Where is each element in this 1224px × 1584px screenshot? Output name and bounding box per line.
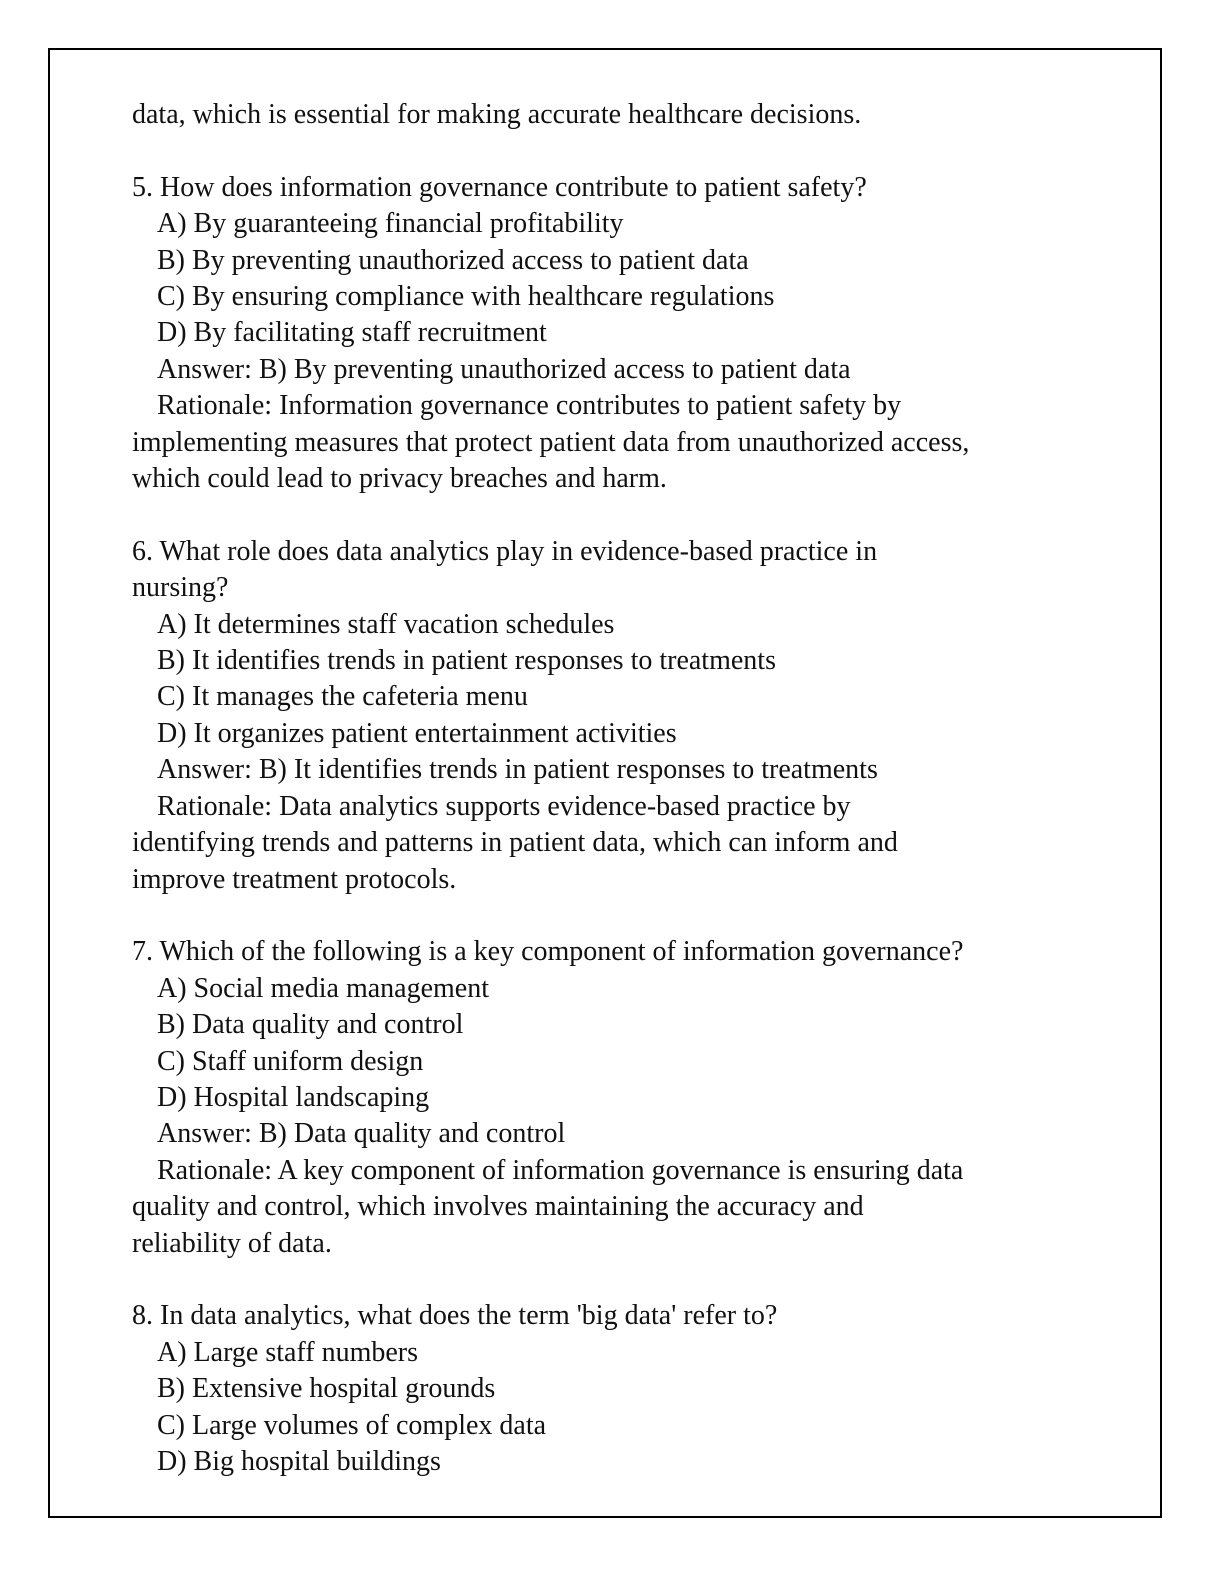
spacer — [132, 1262, 1092, 1298]
option-a: A) It determines staff vacation schedules — [157, 608, 615, 640]
rationale-line: Rationale: A key component of information governance is ensuring data — [157, 1154, 964, 1186]
option-c: C) By ensuring compliance with healthcare regulations — [157, 281, 775, 313]
option-d: D) Big hospital buildings — [157, 1445, 441, 1477]
option-a: A) By guaranteeing financial profitability — [157, 208, 624, 240]
question-block-8 — [132, 1298, 1092, 1480]
option-d: D) Hospital landscaping — [157, 1081, 430, 1113]
question-block-7 — [132, 934, 1092, 1262]
option-d: D) By facilitating staff recruitment — [157, 317, 547, 349]
answer-text: Answer: B) Data quality and control — [157, 1118, 566, 1150]
question-text: nursing? — [132, 572, 229, 604]
answer-text: Answer: B) By preventing unauthorized access to patient data — [157, 353, 851, 385]
question-text: 5. How does information governance contribute to patient safety? — [132, 171, 867, 203]
question-text: 6. What role does data analytics play in evidence-based practice in — [132, 535, 878, 567]
option-c: C) Staff uniform design — [157, 1045, 424, 1077]
option-a: A) Social media management — [157, 972, 489, 1004]
rationale-line: identifying trends and patterns in patient data, which can inform and — [132, 827, 898, 859]
answer-text: Answer: B) It identifies trends in patient responses to treatments — [157, 754, 878, 786]
question-block-5 — [132, 170, 1092, 498]
option-b: B) Extensive hospital grounds — [157, 1373, 496, 1405]
rationale-line: quality and control, which involves maintaining the accuracy and — [132, 1191, 864, 1223]
question-text: 7. Which of the following is a key component of information governance? — [132, 936, 964, 968]
rationale-line: implementing measures that protect patient data from unauthorized access, — [132, 426, 970, 458]
option-b: B) Data quality and control — [157, 1009, 464, 1041]
option-b: B) It identifies trends in patient responses to treatments — [157, 645, 776, 677]
option-c: C) Large volumes of complex data — [157, 1409, 547, 1441]
rationale-line: Rationale: Data analytics supports evidence-based practice by — [157, 790, 851, 822]
document-body — [132, 97, 1092, 1480]
spacer — [132, 898, 1092, 934]
rationale-line: reliability of data. — [132, 1227, 332, 1259]
rationale-line: which could lead to privacy breaches and harm. — [132, 463, 667, 495]
option-d: D) It organizes patient entertainment activities — [157, 717, 677, 749]
spacer — [132, 133, 1092, 169]
question-block-6 — [132, 534, 1092, 898]
option-c: C) It manages the cafeteria menu — [157, 681, 528, 713]
rationale-line: Rationale: Information governance contributes to patient safety by — [157, 390, 902, 422]
option-b: B) By preventing unauthorized access to patient data — [157, 244, 749, 276]
option-a: A) Large staff numbers — [157, 1336, 418, 1368]
continuation-text: data, which is essential for making accurate healthcare decisions. — [132, 99, 862, 130]
rationale-line: improve treatment protocols. — [132, 863, 457, 895]
spacer — [132, 497, 1092, 533]
question-text: 8. In data analytics, what does the term 'big data' refer to? — [132, 1300, 778, 1332]
